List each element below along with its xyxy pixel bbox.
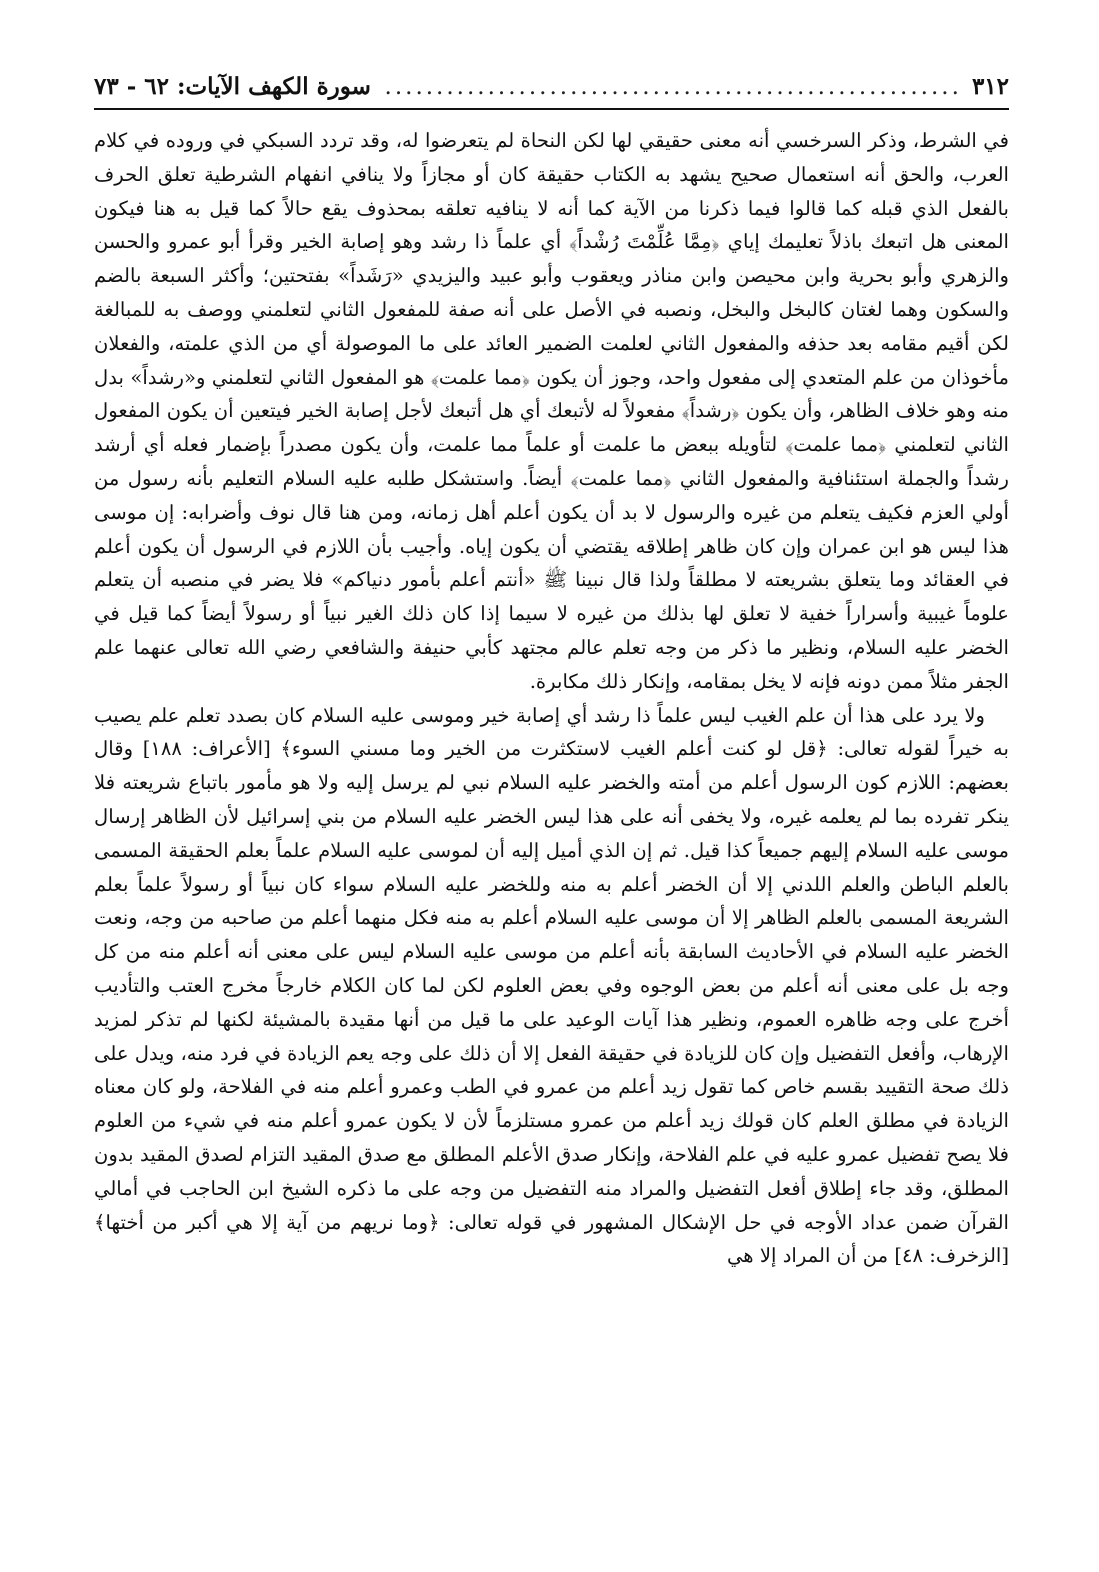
running-header (94, 70, 1009, 110)
document-page (94, 70, 1009, 1273)
body-text (94, 124, 1009, 1273)
page-number: ٣١٢ (971, 73, 1009, 100)
paragraph: في الشرط، وذكر السرخسي أنه معنى حقيقي لها لكن النحاة لم يتعرضوا له، وقد تردد السبكي في وروده في كلام العرب، والحق أنه استعمال صحيح يشهد به الكتاب حقيقة كان أو مجازاً ولا ينافي انفهام الشرطية تعلق الحرف بالفعل الذي قبله كما قالوا فيما ذكرنا من الآية كما أنه لا ينافيه تعلقه بمحذوف يقع حالاً كما قيل به هنا فيكون المعنى هل اتبعك باذلاً تعليمك إياي ﴿مِمَّا عُلِّمْتَ رُشْداً﴾ أي علماً ذا رشد وهو إصابة الخير وقرأ أبو عمرو والحسن والزهري وأبو بحرية وابن محيصن وابن مناذر ويعقوب وأبو عبيد واليزيدي «رَشَداً» بفتحتين؛ وأكثر السبعة بالضم والسكون وهما لغتان كالبخل والبخل، ونصبه في الأصل على أنه صفة للمفعول الثاني لتعلمني ووصف به للمبالغة لكن أقيم مقامه بعد حذفه والمفعول الثاني لعلمت الضمير العائد على ما الموصولة أي من الذي علمته، والفعلان مأخوذان من علم المتعدي إلى مفعول واحد، وجوز أن يكون ﴿مما علمت﴾ هو المفعول الثاني لتعلمني و«رشداً» بدل منه وهو خلاف الظاهر، وأن يكون ﴿رشداً﴾ مفعولاً له لأتبعك أي هل أتبعك لأجل إصابة الخير فيتعين أن يكون المفعول الثاني لتعلمني ﴿مما علمت﴾ لتأويله ببعض ما علمت أو علماً مما علمت، وأن يكون مصدراً بإضمار فعله أي أرشد رشداً والجملة استئنافية والمفعول الثاني ﴿مما علمت﴾ أيضاً. واستشكل طلبه عليه السلام التعليم بأنه رسول من أولي العزم فكيف يتعلم من غيره والرسول لا بد أن يكون أعلم أهل زمانه، ومن هنا قال نوف وأضرابه: إن موسى هذا ليس هو ابن عمران وإن كان ظاهر إطلاقه يقتضي أن يكون إياه. وأجيب بأن اللازم في الرسول أن يكون أعلم في العقائد وما يتعلق بشريعته لا مطلقاً ولذا قال نبينا ﷺ «أنتم أعلم بأمور دنياكم» فلا يضر في منصبه أن يتعلم علوماً غيبية وأسراراً خفية لا تعلق لها بذلك من غيره لا سيما إذا كان ذلك الغير نبياً أو رسولاً أيضاً كما قيل في الخضر عليه السلام، ونظير ما ذكر من وجه تعلم عالم مجتهد كأبي حنيفة والشافعي رضي الله تعالى عنهما علم الجفر مثلاً ممن دونه فإنه لا يخل بمقامه، وإنكار ذلك مكابرة. (94, 129, 1009, 693)
surah-title: سورة الكهف الآيات: ٦٢ - ٧٣ (94, 73, 371, 100)
dot-leader (381, 70, 962, 104)
paragraph: ولا يرد على هذا أن علم الغيب ليس علماً ذا رشد أي إصابة خير وموسى عليه السلام كان بصدد تعلم علم يصيب به خيراً لقوله تعالى: ﴿قل لو كنت أعلم الغيب لاستكثرت من الخير وما مسني السوء﴾ [الأعراف: ١٨٨] وقال بعضهم: اللازم كون الرسول أعلم من أمته والخضر عليه السلام نبي لم يرسل إليه ولا هو مأمور باتباع شريعته فلا ينكر تفرده بما لم يعلمه غيره، ولا يخفى أنه على هذا ليس الخضر عليه السلام من بني إسرائيل لأن الظاهر إرسال موسى عليه السلام إليهم جميعاً كذا قيل. ثم إن الذي أميل إليه أن لموسى عليه السلام علماً بعلم الحقيقة المسمى بالعلم الباطن والعلم اللدني إلا أن الخضر أعلم به منه وللخضر عليه السلام سواء كان نبياً أو رسولاً علماً بعلم الشريعة المسمى بالعلم الظاهر إلا أن موسى عليه السلام أعلم به منه فكل منهما أعلم من صاحبه من وجه، ونعت الخضر عليه السلام في الأحاديث السابقة بأنه أعلم من موسى عليه السلام ليس على معنى أنه أعلم منه من كل وجه بل على معنى أنه أعلم من بعض الوجوه وفي بعض العلوم لكن لما كان الكلام خارجاً مخرج العتب والتأديب أخرج على وجه ظاهره العموم، ونظير هذا آيات الوعيد على ما قيل من أنها مقيدة بالمشيئة لكنها لم تذكر لمزيد الإرهاب، وأفعل التفضيل وإن كان للزيادة في حقيقة الفعل إلا أن ذلك على وجه يعم الزيادة في فرد منه، ويدل على ذلك صحة التقييد بقسم خاص كما تقول زيد أعلم من عمرو في الطب وعمرو أعلم منه في الفلاحة، ولو كان معناه الزيادة في مطلق العلم كان قولك زيد أعلم من عمرو مستلزماً لأن لا يكون عمرو أعلم منه في شيء من العلوم فلا يصح تفضيل عمرو عليه في علم الفلاحة، وإنكار صدق الأعلم المطلق مع صدق المقيد التزام لصدق المقيد بدون المطلق، وقد جاء إطلاق أفعل التفضيل والمراد منه التفضيل من وجه على ما ذكره الشيخ ابن الحاجب في أمالي القرآن ضمن عداد الأوجه في حل الإشكال المشهور في قوله تعالى: ﴿وما نريهم من آية إلا هي أكبر من أختها﴾ [الزخرف: ٤٨] من أن المراد إلا هي (94, 703, 1010, 1268)
